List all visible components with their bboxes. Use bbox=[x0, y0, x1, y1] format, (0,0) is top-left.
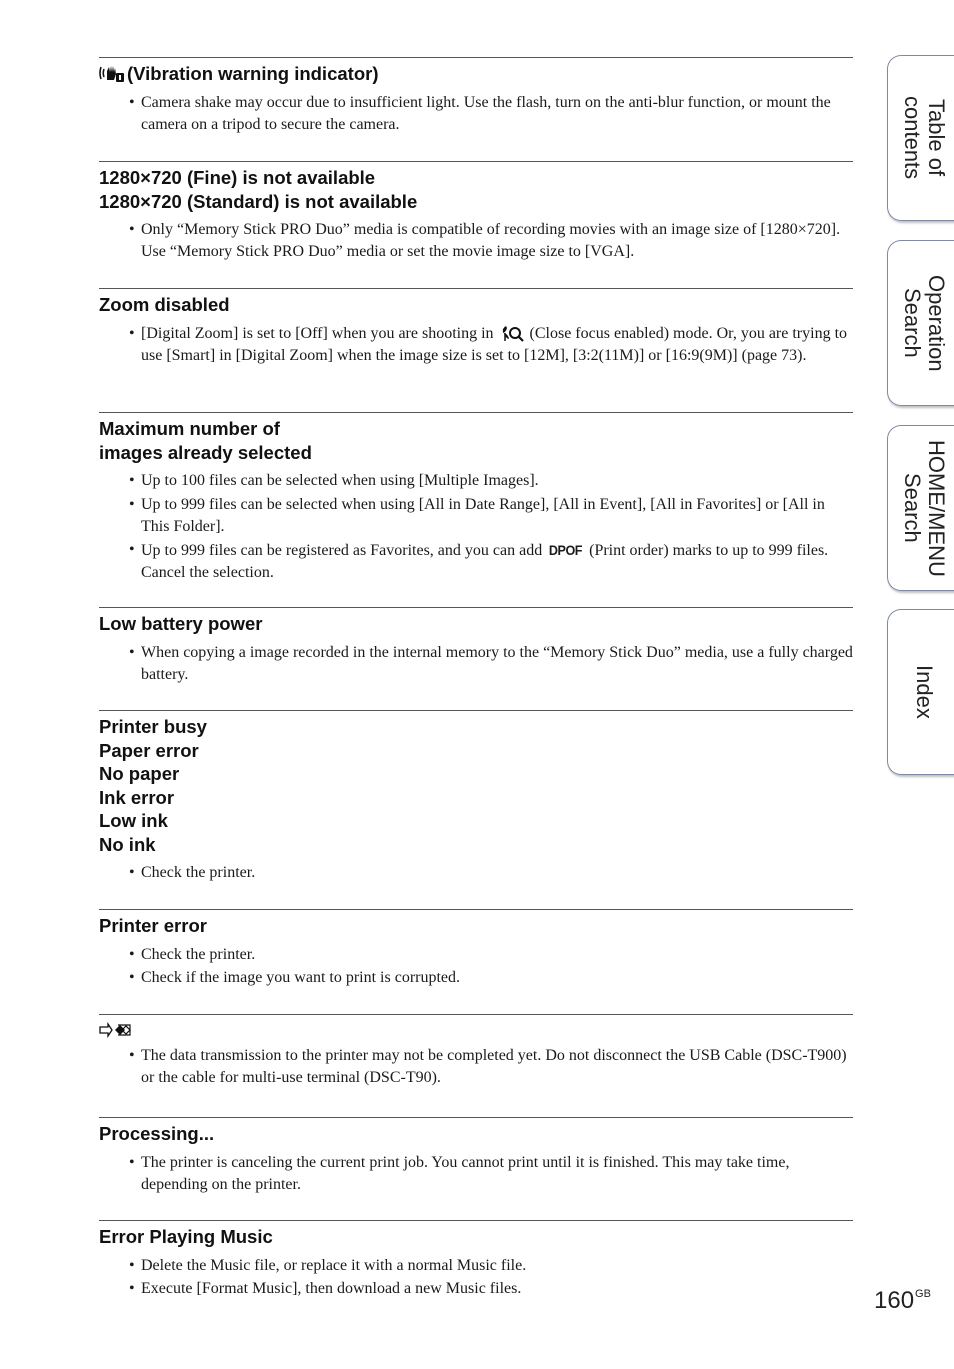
tab-label-line: Operation bbox=[924, 274, 949, 372]
bullet-item: • The printer is canceling the current print job. You cannot print until it is finished. This may take time, depending on the printer. bbox=[141, 1152, 853, 1196]
page-number-suffix: GB bbox=[915, 1288, 931, 1300]
tab-label-line: Search bbox=[900, 473, 925, 543]
bullet-item: • Up to 100 files can be selected when using [Multiple Images]. bbox=[141, 470, 853, 492]
section-vibration-warning bbox=[99, 57, 853, 161]
bullet-text: (Print order) marks to up to 999 files. Cancel the selection. bbox=[141, 542, 829, 581]
bullet-item bbox=[141, 323, 853, 367]
bullet-list bbox=[99, 219, 853, 263]
tab-label-line: contents bbox=[900, 96, 925, 180]
tab-home-menu-search[interactable] bbox=[887, 425, 954, 591]
heading-line: Low battery power bbox=[99, 613, 263, 634]
bullet-item: • Check the printer. bbox=[141, 862, 853, 884]
tab-label-line: HOME/MENU bbox=[924, 439, 949, 577]
bullet-list bbox=[99, 1152, 853, 1196]
bullet-item: • When copying a image recorded in the internal memory to the “Memory Stick Duo” media, use a fully charged battery. bbox=[141, 642, 853, 686]
tab-table-of-contents[interactable] bbox=[887, 55, 954, 221]
bullet-item: • Up to 999 files can be selected when using [All in Date Range], [All in Event], [All in Favorites] or [All in This Folder]. bbox=[141, 494, 853, 538]
section-heading bbox=[99, 62, 853, 86]
bullet-item: • Delete the Music file, or replace it with a normal Music file. bbox=[141, 1255, 853, 1277]
bullet-list bbox=[99, 92, 853, 136]
bullet-item: • Check the printer. bbox=[141, 944, 853, 966]
bullet-item: • The data transmission to the printer may not be completed yet. Do not disconnect the USB Cable (DSC-T900) or the cable for multi-use terminal (DSC-T90). bbox=[141, 1045, 853, 1089]
section-zoom-disabled bbox=[99, 288, 853, 412]
bullet-list bbox=[99, 470, 853, 584]
section-heading bbox=[99, 293, 853, 317]
section-heading bbox=[99, 1225, 853, 1249]
heading-line: 1280×720 (Standard) is not available bbox=[99, 190, 418, 212]
heading-line: Processing... bbox=[99, 1123, 215, 1144]
section-heading bbox=[99, 715, 853, 856]
section-printer-error bbox=[99, 909, 853, 1014]
heading-line: Zoom disabled bbox=[99, 294, 230, 315]
heading-line: No paper bbox=[99, 763, 180, 784]
heading-line: Low ink bbox=[99, 810, 168, 831]
page-number bbox=[874, 1287, 931, 1315]
close-focus-icon bbox=[500, 324, 524, 342]
section-max-images-selected bbox=[99, 412, 853, 607]
section-heading bbox=[99, 166, 853, 213]
section-printer-busy bbox=[99, 710, 853, 909]
section-heading bbox=[99, 1122, 853, 1146]
vibration-warning-icon bbox=[99, 63, 125, 83]
bullet-text: [Digital Zoom] is set to [Off] when you are shooting in bbox=[141, 324, 498, 342]
heading-line: Printer error bbox=[99, 915, 207, 936]
bullet-list bbox=[99, 642, 853, 686]
heading-line: Maximum number of bbox=[99, 418, 280, 439]
bullet-text: Up to 999 files can be registered as Favorites, and you can add bbox=[141, 542, 547, 559]
section-heading bbox=[99, 612, 853, 636]
bullet-list bbox=[99, 323, 853, 367]
bullet-text: (Close focus enabled) mode. Or, you are trying to use [Smart] in [Digital Zoom] when the image size is set to [12M], [3:2(11M)] or [16:9(9M)] (page 73). bbox=[141, 324, 848, 364]
heading-line: 1280×720 (Fine) is not available bbox=[99, 167, 376, 188]
bullet-list bbox=[99, 944, 853, 990]
bullet-list bbox=[99, 862, 853, 884]
heading-line: Error Playing Music bbox=[99, 1226, 273, 1247]
section-low-battery bbox=[99, 607, 853, 710]
tab-label-line: Table of bbox=[924, 99, 949, 177]
bullet-list bbox=[99, 1255, 853, 1301]
section-heading bbox=[99, 914, 853, 938]
bullet-item bbox=[141, 539, 853, 584]
heading-line: (Vibration warning indicator) bbox=[127, 63, 379, 84]
dpof-icon: DPOF bbox=[549, 542, 583, 558]
bullet-list bbox=[99, 1045, 853, 1089]
tab-operation-search[interactable] bbox=[887, 240, 954, 406]
heading-line: images already selected bbox=[99, 441, 312, 463]
bullet-item: • Check if the image you want to print is corrupted. bbox=[141, 967, 853, 989]
bullet-item: • Execute [Format Music], then download a new Music files. bbox=[141, 1278, 853, 1300]
heading-line: No ink bbox=[99, 833, 156, 855]
heading-line: Ink error bbox=[99, 786, 175, 808]
tab-label-line: Search bbox=[900, 288, 925, 358]
heading-line: Paper error bbox=[99, 739, 199, 761]
section-heading bbox=[99, 417, 853, 464]
section-1280-not-available bbox=[99, 161, 853, 288]
bullet-item: • Only “Memory Stick PRO Duo” media is compatible of recording movies with an image size of [1280×720]. Use “Memory Stick PRO Duo” media or set the movie image size to [VGA]. bbox=[141, 219, 853, 263]
section-processing bbox=[99, 1117, 853, 1220]
troubleshooting-content bbox=[99, 57, 853, 1302]
tab-label-line: Index bbox=[912, 665, 937, 719]
section-heading bbox=[99, 1019, 853, 1039]
heading-line: Printer busy bbox=[99, 716, 207, 737]
tab-index[interactable] bbox=[887, 609, 954, 775]
page-number-value: 160 bbox=[874, 1287, 915, 1314]
data-transmission-icon bbox=[99, 1022, 131, 1038]
section-data-transmission bbox=[99, 1014, 853, 1117]
section-error-playing-music bbox=[99, 1220, 853, 1300]
bullet-item: • Camera shake may occur due to insufficient light. Use the flash, turn on the anti-blur function, or mount the camera on a tripod to secure the camera. bbox=[141, 92, 853, 136]
